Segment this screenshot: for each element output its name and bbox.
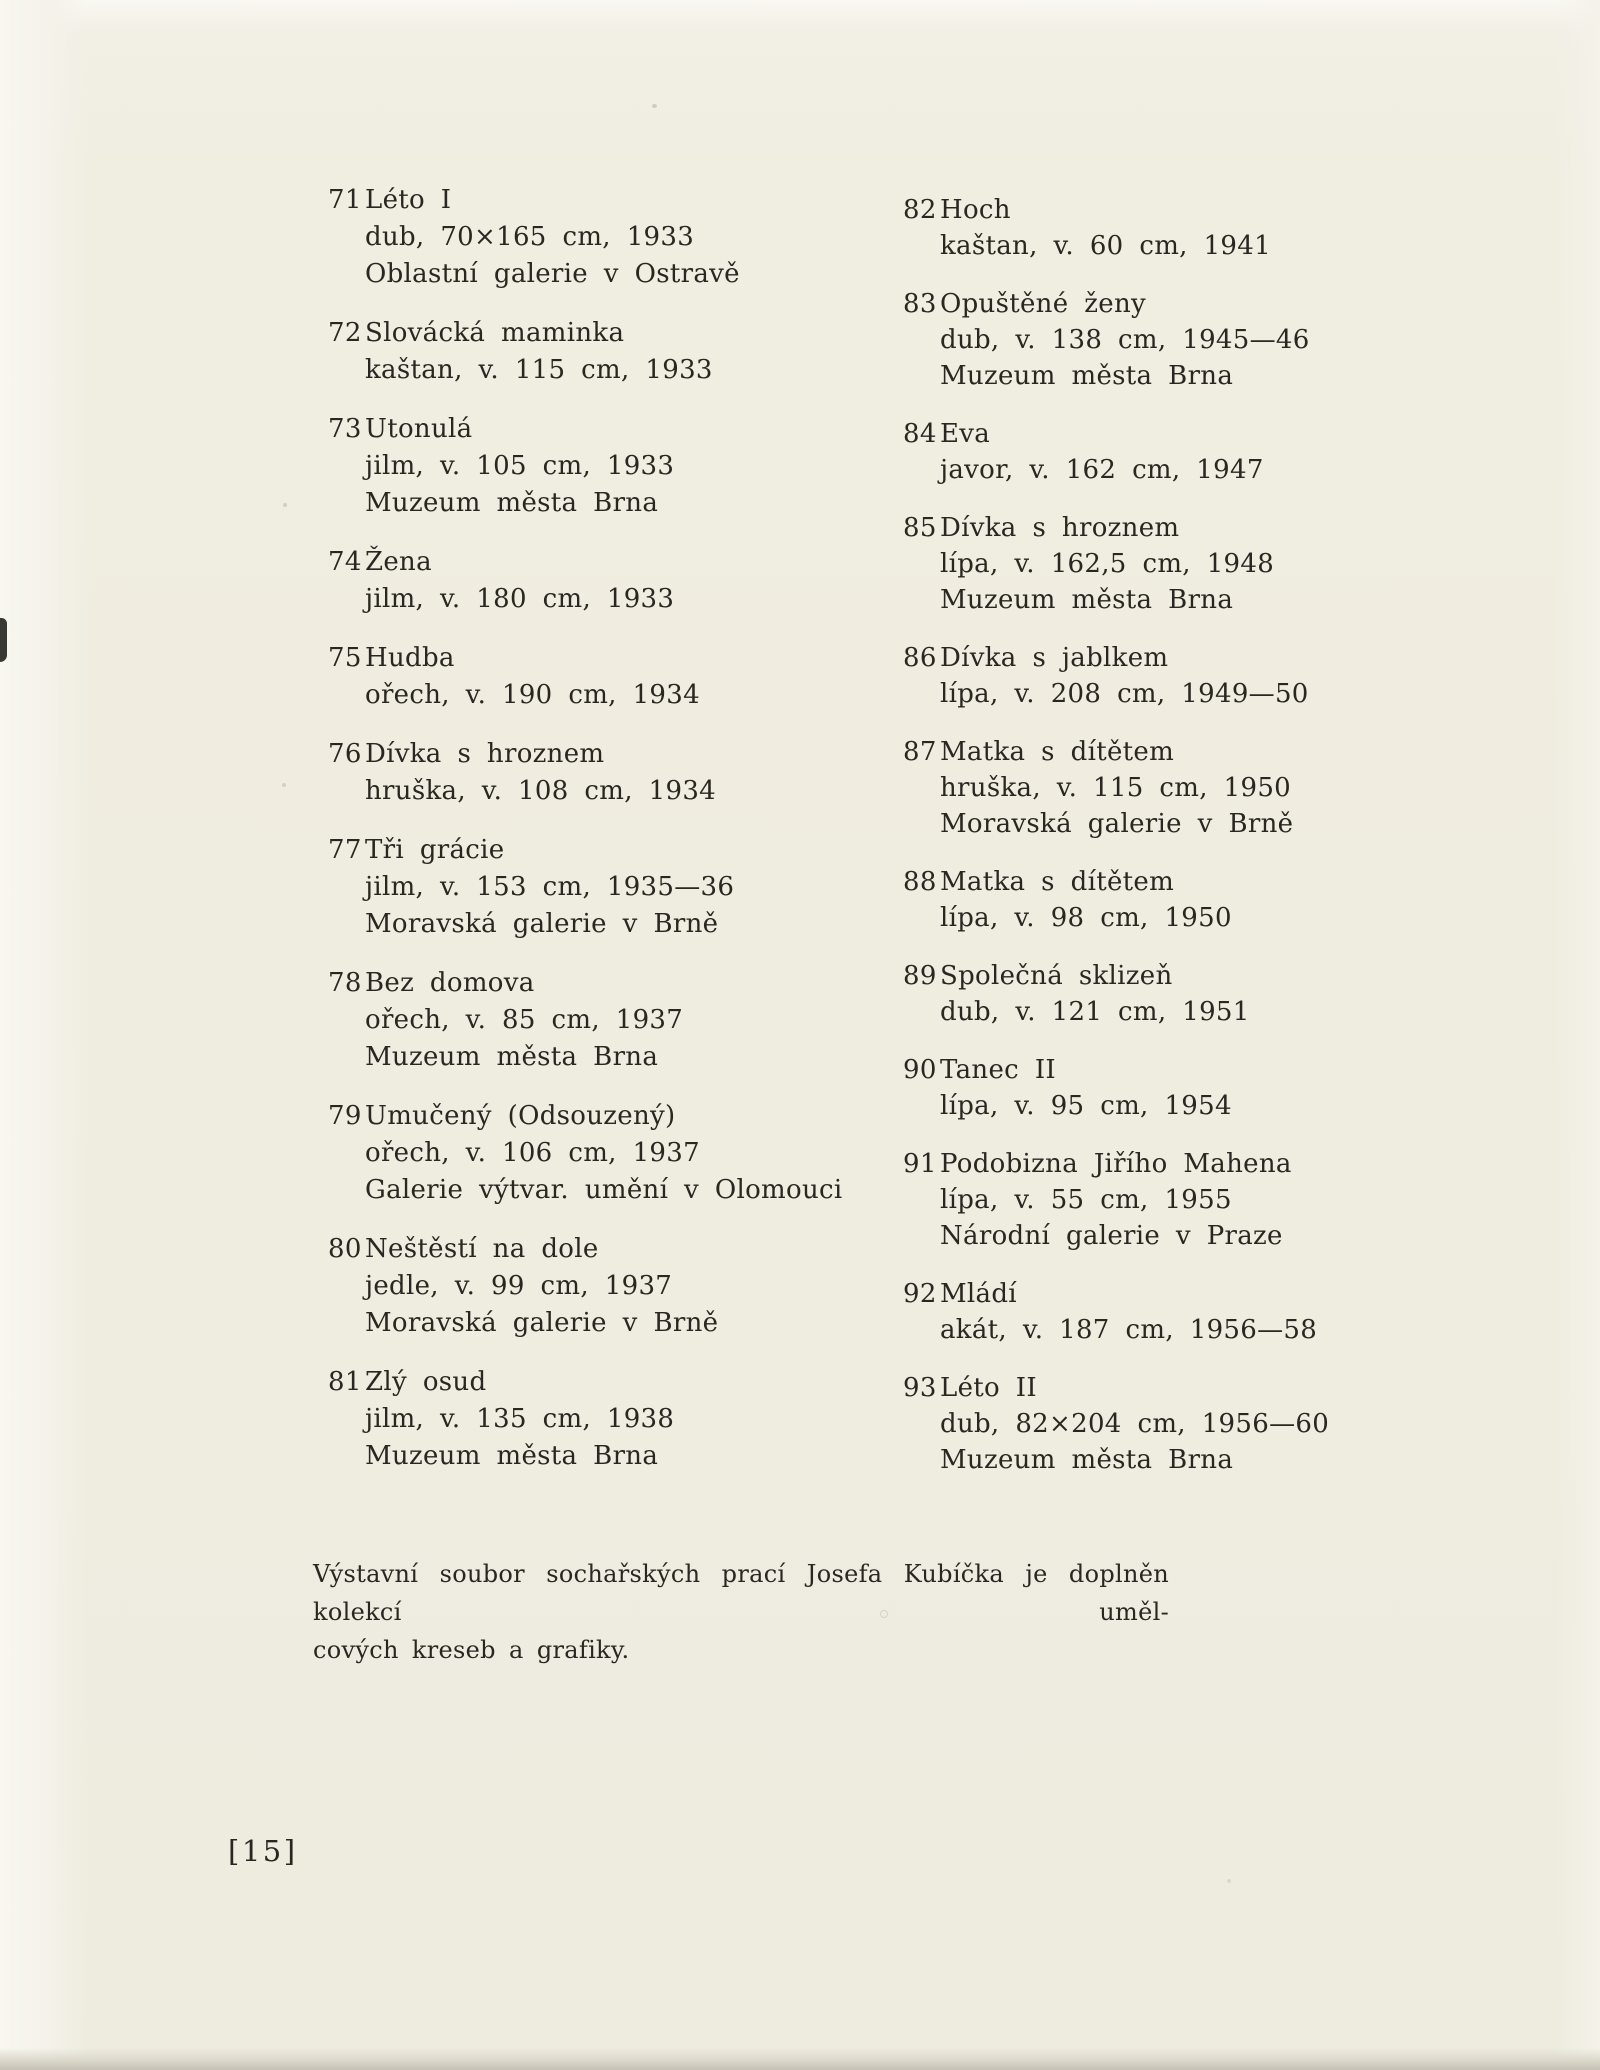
entry-number: 73 — [328, 414, 362, 444]
catalog-entry — [328, 1231, 913, 1342]
paper-speck — [1227, 1879, 1231, 1883]
paper-speck — [282, 783, 286, 787]
entry-detail: Galerie výtvar. umění v Olomouci — [365, 1175, 843, 1205]
entry-detail: hruška, v. 115 cm, 1950 — [940, 773, 1292, 803]
entry-detail: akát, v. 187 cm, 1956—58 — [940, 1315, 1318, 1345]
catalog-column-right — [903, 192, 1483, 1500]
entry-detail: dub, v. 121 cm, 1951 — [940, 997, 1250, 1027]
entry-body — [940, 958, 1483, 1030]
entry-detail: ořech, v. 190 cm, 1934 — [365, 680, 700, 710]
entry-title: Matka s dítětem — [940, 867, 1175, 897]
catalog-entry — [903, 734, 1483, 842]
ink-blot-artifact — [0, 618, 7, 662]
catalog-entry — [903, 1370, 1483, 1478]
entry-detail: kaštan, v. 60 cm, 1941 — [940, 231, 1271, 261]
catalog-entry — [328, 315, 913, 389]
catalog-entry — [903, 192, 1483, 264]
entry-number: 83 — [903, 289, 937, 319]
catalog-entry — [903, 1276, 1483, 1348]
entry-detail: hruška, v. 108 cm, 1934 — [365, 776, 717, 806]
scan-edge-top — [0, 0, 1600, 32]
entry-title: Mládí — [940, 1279, 1017, 1309]
entry-title: Léto II — [940, 1373, 1037, 1403]
entry-title: Eva — [940, 419, 991, 449]
entry-body — [940, 1276, 1483, 1348]
catalog-entry — [903, 416, 1483, 488]
entry-body — [365, 736, 913, 810]
catalog-entry — [328, 965, 913, 1076]
entry-detail: lípa, v. 162,5 cm, 1948 — [940, 549, 1275, 579]
entry-detail: jilm, v. 153 cm, 1935—36 — [365, 872, 735, 902]
entry-number: 79 — [328, 1101, 362, 1131]
entry-body — [365, 832, 913, 943]
entry-detail: lípa, v. 95 cm, 1954 — [940, 1091, 1232, 1121]
entry-detail: Muzeum města Brna — [940, 1445, 1234, 1475]
entry-number: 80 — [328, 1234, 362, 1264]
entry-title: Zlý osud — [365, 1367, 487, 1397]
entry-title: Hoch — [940, 195, 1011, 225]
catalog-entry — [903, 864, 1483, 936]
scan-edge-right — [1555, 0, 1600, 2070]
catalog-entry — [328, 1364, 913, 1475]
entry-detail: lípa, v. 208 cm, 1949—50 — [940, 679, 1309, 709]
entry-body — [365, 411, 913, 522]
entry-detail: ořech, v. 106 cm, 1937 — [365, 1138, 700, 1168]
entry-body — [940, 864, 1483, 936]
entry-number: 82 — [903, 195, 937, 225]
paper-speck — [283, 503, 287, 507]
entry-body — [940, 510, 1483, 618]
entry-body — [940, 734, 1483, 842]
catalog-entry — [328, 544, 913, 618]
entry-number: 87 — [903, 737, 937, 767]
entry-number: 85 — [903, 513, 937, 543]
catalog-entry — [328, 1098, 913, 1209]
entry-number: 90 — [903, 1055, 937, 1085]
entry-number: 76 — [328, 739, 362, 769]
entry-number: 89 — [903, 961, 937, 991]
catalog-entry — [328, 182, 913, 293]
closing-paragraph-line-2: cových kreseb a grafiky. — [313, 1636, 630, 1664]
entry-title: Dívka s hroznem — [940, 513, 1180, 543]
paper-speck — [652, 104, 657, 108]
entry-number: 71 — [328, 185, 362, 215]
entry-detail: dub, 70×165 cm, 1933 — [365, 222, 695, 252]
entry-detail: kaštan, v. 115 cm, 1933 — [365, 355, 713, 385]
entry-body — [940, 640, 1483, 712]
scan-edge-bottom — [0, 2048, 1600, 2070]
entry-detail: Muzeum města Brna — [940, 585, 1234, 615]
catalog-entry — [328, 411, 913, 522]
entry-body — [365, 544, 913, 618]
entry-detail: ořech, v. 85 cm, 1937 — [365, 1005, 684, 1035]
entry-body — [365, 1231, 913, 1342]
entry-title: Dívka s hroznem — [365, 739, 605, 769]
catalog-entry — [903, 286, 1483, 394]
entry-detail: jilm, v. 105 cm, 1933 — [365, 451, 675, 481]
entry-title: Opuštěné ženy — [940, 289, 1146, 319]
entry-body — [365, 965, 913, 1076]
entry-title: Umučený (Odsouzený) — [365, 1101, 676, 1131]
entry-detail: Oblastní galerie v Ostravě — [365, 259, 740, 289]
entry-title: Podobizna Jiřího Mahena — [940, 1149, 1292, 1179]
entry-detail: lípa, v. 98 cm, 1950 — [940, 903, 1232, 933]
page-number: [15] — [228, 1834, 298, 1868]
catalog-entry — [903, 640, 1483, 712]
entry-number: 92 — [903, 1279, 937, 1309]
entry-body — [365, 1364, 913, 1475]
entry-number: 75 — [328, 643, 362, 673]
entry-number: 86 — [903, 643, 937, 673]
entry-detail: Moravská galerie v Brně — [365, 909, 719, 939]
entry-detail: Muzeum města Brna — [365, 488, 659, 518]
entry-body — [940, 1370, 1483, 1478]
entry-number: 91 — [903, 1149, 937, 1179]
entry-title: Žena — [365, 547, 432, 577]
entry-title: Slovácká maminka — [365, 318, 625, 348]
entry-body — [365, 640, 913, 714]
entry-title: Utonulá — [365, 414, 473, 444]
entry-detail: dub, v. 138 cm, 1945—46 — [940, 325, 1310, 355]
entry-number: 77 — [328, 835, 362, 865]
entry-detail: Národní galerie v Praze — [940, 1221, 1283, 1251]
entry-body — [940, 192, 1483, 264]
entry-detail: jilm, v. 180 cm, 1933 — [365, 584, 675, 614]
entry-number: 93 — [903, 1373, 937, 1403]
entry-title: Dívka s jablkem — [940, 643, 1169, 673]
entry-title: Bez domova — [365, 968, 535, 998]
catalog-entry — [903, 1146, 1483, 1254]
entry-detail: lípa, v. 55 cm, 1955 — [940, 1185, 1232, 1215]
entry-body — [940, 1052, 1483, 1124]
entry-number: 84 — [903, 419, 937, 449]
entry-detail: javor, v. 162 cm, 1947 — [940, 455, 1264, 485]
entry-number: 78 — [328, 968, 362, 998]
catalog-entry — [328, 640, 913, 714]
closing-paragraph-line-1: Výstavní soubor sochařských prací Josefa Kubíčka je doplněn kolekcí uměl- — [313, 1560, 1169, 1626]
entry-title: Tři grácie — [365, 835, 505, 865]
entry-number: 88 — [903, 867, 937, 897]
entry-detail: Muzeum města Brna — [940, 361, 1234, 391]
entry-detail: jilm, v. 135 cm, 1938 — [365, 1404, 675, 1434]
closing-paragraph — [313, 1555, 1169, 1669]
entry-detail: Muzeum města Brna — [365, 1441, 659, 1471]
entry-title: Hudba — [365, 643, 455, 673]
entry-number: 74 — [328, 547, 362, 577]
entry-number: 72 — [328, 318, 362, 348]
entry-title: Léto I — [365, 185, 452, 215]
catalog-entry — [328, 832, 913, 943]
catalog-entry — [903, 958, 1483, 1030]
entry-body — [365, 182, 913, 293]
paper-speck — [880, 1610, 888, 1618]
entry-body — [940, 416, 1483, 488]
scan-edge-left — [0, 0, 90, 2070]
entry-number: 81 — [328, 1367, 362, 1397]
catalog-entry — [328, 736, 913, 810]
entry-detail: jedle, v. 99 cm, 1937 — [365, 1271, 673, 1301]
entry-detail: dub, 82×204 cm, 1956—60 — [940, 1409, 1330, 1439]
entry-body — [940, 286, 1483, 394]
entry-title: Matka s dítětem — [940, 737, 1175, 767]
entry-title: Společná sklizeň — [940, 961, 1173, 991]
entry-body — [940, 1146, 1483, 1254]
entry-body — [365, 1098, 913, 1209]
catalog-entry — [903, 510, 1483, 618]
entry-detail: Moravská galerie v Brně — [365, 1308, 719, 1338]
entry-detail: Moravská galerie v Brně — [940, 809, 1294, 839]
catalog-column-left — [328, 182, 913, 1497]
catalog-entry — [903, 1052, 1483, 1124]
entry-body — [365, 315, 913, 389]
entry-title: Neštěstí na dole — [365, 1234, 599, 1264]
entry-title: Tanec II — [940, 1055, 1057, 1085]
entry-detail: Muzeum města Brna — [365, 1042, 659, 1072]
